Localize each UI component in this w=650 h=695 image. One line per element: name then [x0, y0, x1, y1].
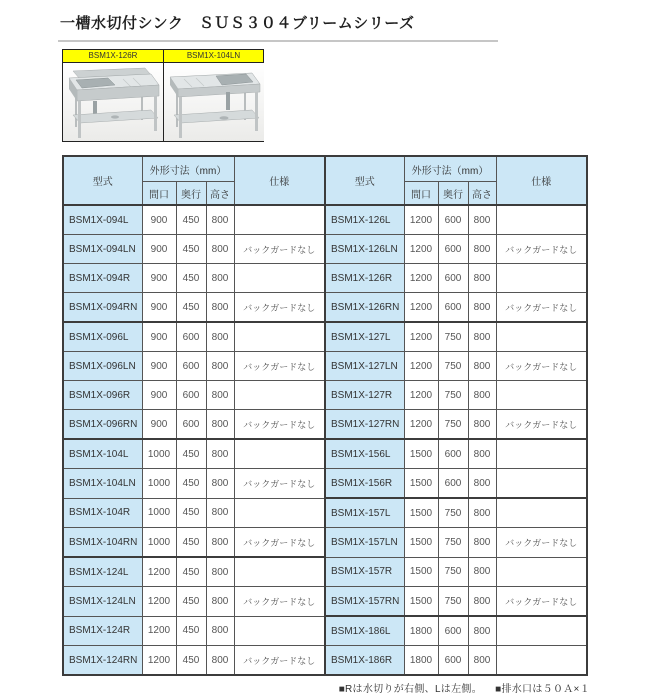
model-cell: BSM1X-096RN	[63, 410, 142, 440]
depth-cell: 450	[176, 557, 206, 587]
product-image-block	[62, 49, 264, 142]
height-cell: 800	[206, 528, 234, 558]
table-row	[63, 557, 587, 587]
product-panel-2	[163, 50, 263, 141]
spec-cell	[496, 381, 587, 410]
width-cell: 1200	[404, 322, 438, 352]
depth-cell: 600	[176, 322, 206, 352]
col-header-depth: 奥行	[438, 182, 468, 206]
model-cell: BSM1X-127LN	[325, 352, 404, 381]
width-cell: 1200	[404, 205, 438, 235]
depth-cell: 600	[438, 235, 468, 264]
width-cell: 1200	[142, 616, 176, 646]
spec-cell: バックガードなし	[496, 235, 587, 264]
height-cell: 800	[468, 205, 496, 235]
depth-cell: 600	[438, 646, 468, 676]
width-cell: 1500	[404, 587, 438, 617]
table-body	[63, 205, 587, 675]
width-cell: 1500	[404, 528, 438, 558]
depth-cell: 750	[438, 528, 468, 558]
model-cell: BSM1X-124L	[63, 557, 142, 587]
footnote-drainboard-side: ■Rは水切りが右側、Lは左側。	[338, 684, 483, 695]
depth-cell: 600	[438, 469, 468, 499]
height-cell: 800	[468, 616, 496, 646]
height-cell: 800	[468, 322, 496, 352]
col-header-dimensions: 外形寸法（mm）	[142, 156, 234, 182]
depth-cell: 750	[438, 587, 468, 617]
height-cell: 800	[206, 439, 234, 469]
spec-cell	[496, 439, 587, 469]
table-row	[63, 205, 587, 235]
width-cell: 900	[142, 322, 176, 352]
table-row	[63, 646, 587, 676]
model-cell: BSM1X-126RN	[325, 293, 404, 323]
model-cell: BSM1X-096L	[63, 322, 142, 352]
col-header-depth: 奥行	[176, 182, 206, 206]
model-cell: BSM1X-104LN	[63, 469, 142, 499]
width-cell: 900	[142, 352, 176, 381]
model-cell: BSM1X-096LN	[63, 352, 142, 381]
spec-cell	[496, 205, 587, 235]
model-cell: BSM1X-104L	[63, 439, 142, 469]
height-cell: 800	[468, 469, 496, 499]
table-header	[63, 156, 587, 205]
model-cell: BSM1X-157L	[325, 498, 404, 528]
spec-cell	[496, 322, 587, 352]
width-cell: 900	[142, 410, 176, 440]
model-cell: BSM1X-096R	[63, 381, 142, 410]
table-row	[63, 469, 587, 499]
spec-cell: バックガードなし	[234, 587, 325, 617]
height-cell: 800	[206, 616, 234, 646]
depth-cell: 750	[438, 410, 468, 440]
footnote-drain-size: ■排水口は５０Ａ×１	[495, 684, 590, 695]
height-cell: 800	[206, 264, 234, 293]
spec-cell: バックガードなし	[234, 528, 325, 558]
col-header-height: 高さ	[206, 182, 234, 206]
depth-cell: 450	[176, 439, 206, 469]
col-header-spec: 仕様	[234, 156, 325, 205]
table-row	[63, 616, 587, 646]
model-cell: BSM1X-186R	[325, 646, 404, 676]
product-panel-1	[63, 50, 163, 141]
col-header-dimensions: 外形寸法（mm）	[404, 156, 496, 182]
spec-cell	[234, 322, 325, 352]
model-cell: BSM1X-157LN	[325, 528, 404, 558]
height-cell: 800	[468, 646, 496, 676]
spec-cell: バックガードなし	[234, 293, 325, 323]
col-header-height: 高さ	[468, 182, 496, 206]
spec-cell	[496, 264, 587, 293]
depth-cell: 600	[438, 293, 468, 323]
spec-table	[62, 155, 588, 676]
spec-cell	[496, 616, 587, 646]
spec-cell: バックガードなし	[496, 587, 587, 617]
table-row	[63, 264, 587, 293]
depth-cell: 450	[176, 235, 206, 264]
width-cell: 1200	[142, 587, 176, 617]
depth-cell: 750	[438, 557, 468, 587]
spec-cell	[234, 498, 325, 528]
spec-cell	[496, 469, 587, 499]
depth-cell: 450	[176, 469, 206, 499]
spec-cell	[496, 557, 587, 587]
spec-cell: バックガードなし	[496, 293, 587, 323]
spec-cell: バックガードなし	[496, 352, 587, 381]
width-cell: 1500	[404, 439, 438, 469]
model-cell: BSM1X-127RN	[325, 410, 404, 440]
depth-cell: 600	[176, 381, 206, 410]
model-cell: BSM1X-124R	[63, 616, 142, 646]
spec-cell	[234, 439, 325, 469]
spec-cell: バックガードなし	[234, 469, 325, 499]
title-divider	[58, 40, 498, 42]
model-cell: BSM1X-104RN	[63, 528, 142, 558]
table-row	[63, 322, 587, 352]
height-cell: 800	[468, 410, 496, 440]
depth-cell: 450	[176, 616, 206, 646]
model-cell: BSM1X-156L	[325, 439, 404, 469]
spec-cell: バックガードなし	[234, 352, 325, 381]
depth-cell: 600	[438, 616, 468, 646]
footnotes	[62, 680, 590, 695]
model-cell: BSM1X-126L	[325, 205, 404, 235]
sink-photo-with-backguard	[63, 63, 163, 141]
model-cell: BSM1X-104R	[63, 498, 142, 528]
sink-photo-no-backguard	[164, 63, 264, 141]
table-row	[63, 439, 587, 469]
depth-cell: 750	[438, 322, 468, 352]
model-cell: BSM1X-094R	[63, 264, 142, 293]
depth-cell: 450	[176, 498, 206, 528]
depth-cell: 600	[176, 410, 206, 440]
width-cell: 1500	[404, 557, 438, 587]
depth-cell: 450	[176, 528, 206, 558]
width-cell: 1200	[404, 264, 438, 293]
width-cell: 1000	[142, 528, 176, 558]
model-cell: BSM1X-157R	[325, 557, 404, 587]
height-cell: 800	[468, 264, 496, 293]
table-row	[63, 352, 587, 381]
height-cell: 800	[468, 528, 496, 558]
table-row	[63, 587, 587, 617]
width-cell: 1500	[404, 469, 438, 499]
width-cell: 900	[142, 235, 176, 264]
spec-cell	[234, 205, 325, 235]
width-cell: 900	[142, 381, 176, 410]
spec-cell	[234, 381, 325, 410]
width-cell: 1500	[404, 498, 438, 528]
width-cell: 1200	[404, 352, 438, 381]
width-cell: 900	[142, 264, 176, 293]
height-cell: 800	[206, 410, 234, 440]
height-cell: 800	[206, 235, 234, 264]
height-cell: 800	[206, 587, 234, 617]
model-cell: BSM1X-124LN	[63, 587, 142, 617]
spec-cell	[234, 557, 325, 587]
depth-cell: 600	[438, 264, 468, 293]
spec-cell: バックガードなし	[234, 646, 325, 676]
depth-cell: 450	[176, 587, 206, 617]
depth-cell: 750	[438, 498, 468, 528]
height-cell: 800	[206, 498, 234, 528]
height-cell: 800	[468, 381, 496, 410]
width-cell: 900	[142, 205, 176, 235]
depth-cell: 750	[438, 381, 468, 410]
height-cell: 800	[468, 293, 496, 323]
width-cell: 1200	[404, 293, 438, 323]
table-row	[63, 528, 587, 558]
col-header-model: 型式	[63, 156, 142, 205]
depth-cell: 450	[176, 264, 206, 293]
col-header-spec: 仕様	[496, 156, 587, 205]
spec-cell	[234, 264, 325, 293]
depth-cell: 450	[176, 646, 206, 676]
depth-cell: 750	[438, 352, 468, 381]
height-cell: 800	[468, 587, 496, 617]
spec-cell: バックガードなし	[496, 528, 587, 558]
height-cell: 800	[468, 498, 496, 528]
col-header-width: 間口	[142, 182, 176, 206]
spec-cell: バックガードなし	[496, 410, 587, 440]
width-cell: 1800	[404, 616, 438, 646]
height-cell: 800	[206, 352, 234, 381]
depth-cell: 450	[176, 205, 206, 235]
table-row	[63, 498, 587, 528]
depth-cell: 450	[176, 293, 206, 323]
spec-cell	[496, 498, 587, 528]
depth-cell: 600	[176, 352, 206, 381]
height-cell: 800	[206, 293, 234, 323]
model-cell: BSM1X-186L	[325, 616, 404, 646]
height-cell: 800	[206, 557, 234, 587]
col-header-width: 間口	[404, 182, 438, 206]
width-cell: 1200	[404, 235, 438, 264]
spec-cell: バックガードなし	[234, 410, 325, 440]
height-cell: 800	[468, 235, 496, 264]
height-cell: 800	[468, 557, 496, 587]
model-cell: BSM1X-094LN	[63, 235, 142, 264]
model-cell: BSM1X-157RN	[325, 587, 404, 617]
width-cell: 1200	[404, 381, 438, 410]
width-cell: 1800	[404, 646, 438, 676]
col-header-model: 型式	[325, 156, 404, 205]
height-cell: 800	[206, 322, 234, 352]
model-cell: BSM1X-127L	[325, 322, 404, 352]
table-row	[63, 410, 587, 440]
product-label-2: BSM1X-104LN	[164, 50, 263, 63]
height-cell: 800	[206, 381, 234, 410]
model-cell: BSM1X-127R	[325, 381, 404, 410]
width-cell: 900	[142, 293, 176, 323]
model-cell: BSM1X-094L	[63, 205, 142, 235]
height-cell: 800	[206, 646, 234, 676]
height-cell: 800	[206, 205, 234, 235]
table-row	[63, 381, 587, 410]
width-cell: 1000	[142, 498, 176, 528]
spec-cell	[234, 616, 325, 646]
spec-cell: バックガードなし	[234, 235, 325, 264]
depth-cell: 600	[438, 205, 468, 235]
height-cell: 800	[206, 469, 234, 499]
width-cell: 1000	[142, 469, 176, 499]
spec-cell	[496, 646, 587, 676]
width-cell: 1000	[142, 439, 176, 469]
width-cell: 1200	[142, 646, 176, 676]
model-cell: BSM1X-126LN	[325, 235, 404, 264]
height-cell: 800	[468, 352, 496, 381]
depth-cell: 600	[438, 439, 468, 469]
height-cell: 800	[468, 439, 496, 469]
model-cell: BSM1X-124RN	[63, 646, 142, 676]
table-row	[63, 293, 587, 323]
page-title: 一槽水切付シンク ＳＵＳ３０４ブリームシリーズ	[60, 15, 415, 32]
model-cell: BSM1X-126R	[325, 264, 404, 293]
product-label-1: BSM1X-126R	[63, 50, 163, 63]
table-row	[63, 235, 587, 264]
model-cell: BSM1X-156R	[325, 469, 404, 499]
width-cell: 1200	[404, 410, 438, 440]
model-cell: BSM1X-094RN	[63, 293, 142, 323]
width-cell: 1200	[142, 557, 176, 587]
